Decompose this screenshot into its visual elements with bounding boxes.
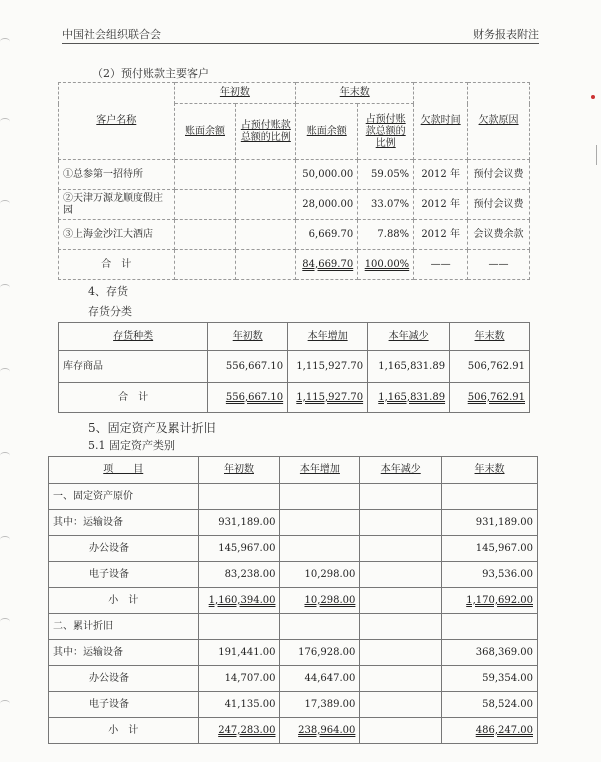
value-dec <box>360 666 442 692</box>
item-name: 一、固定资产原价 <box>49 484 199 510</box>
table-row <box>49 510 538 536</box>
section4-subtitle: 存货分类 <box>88 305 132 318</box>
value-dec <box>360 692 442 718</box>
value-end: 1,170,692.00 <box>442 588 538 614</box>
table-row <box>49 536 538 562</box>
value-end <box>442 614 538 640</box>
end-book: 6,669.70 <box>296 220 358 250</box>
overdue-reason: 会议费余款 <box>468 220 530 250</box>
inventory-table: 存货种类 年初数 本年增加 本年减少 年末数 库存商品 556,667.10 1,115,927.70 1,165,831.89 506,762.91 合 计 556,667.10 1,115,927.70 1,165,831.89 506,762.91 <box>58 322 530 413</box>
item-name: 办公设备 <box>49 666 199 692</box>
end-ratio: 7.88% <box>358 220 414 250</box>
value-end: 931,189.00 <box>442 510 538 536</box>
binding-hole <box>0 700 10 707</box>
value-inc <box>280 510 360 536</box>
prepaid-customers-table <box>58 82 530 280</box>
table-row <box>49 692 538 718</box>
subtotal-row <box>49 718 538 744</box>
value-begin: 1,160,394.00 <box>198 588 280 614</box>
value-dec <box>360 562 442 588</box>
fixed-assets-table: 项 目 年初数 本年增加 本年减少 年末数 一、固定资产原价 其中：运输设备 931,189.00 931,189.00 办公设备 145,967.00 145,967.00 电子设备 83,238.00 10,298.00 93,536.00 小 计 1,160,394.00 10,298.00 1,170,692.00 二、累计折旧 其中：运输设备 191,441.00 176,928.00 368,369.00 办公设备 14,707.00 44,647.00 59,354.00 电子设备 41,135.00 17,389.00 58,524.00 小 计 247,283.00 238,964.00 486,247.00 <box>48 456 538 744</box>
value-inc: 10,298.00 <box>280 562 360 588</box>
value-end <box>442 484 538 510</box>
binding-hole <box>0 452 10 459</box>
binding-hole <box>0 284 10 291</box>
value-dec <box>360 536 442 562</box>
begin-ratio-header: 占预付账款总额的比例 <box>236 104 296 160</box>
value-end: 93,536.00 <box>442 562 538 588</box>
item-name: 电子设备 <box>49 692 199 718</box>
table-row <box>59 220 530 250</box>
total-row: 合 计 556,667.10 1,115,927.70 1,165,831.89 506,762.91 <box>59 383 530 413</box>
overdue-time: 2012 年 <box>414 160 468 190</box>
value-dec <box>360 588 442 614</box>
item-name: 电子设备 <box>49 562 199 588</box>
value-end: 145,967.00 <box>442 536 538 562</box>
col-reason-header: 欠款原因 <box>468 83 530 160</box>
binding-hole <box>0 618 10 625</box>
section5-subtitle: 5.1 固定资产类别 <box>88 439 175 452</box>
edge-mark <box>596 145 597 165</box>
value-end: 486,247.00 <box>442 718 538 744</box>
customer-name: ②天津万源龙顺度假庄园 <box>59 190 175 220</box>
value-end: 368,369.00 <box>442 640 538 666</box>
section2-title: （2）预付账款主要客户 <box>92 67 209 80</box>
end-book: 28,000.00 <box>296 190 358 220</box>
end-ratio: 33.07% <box>358 190 414 220</box>
header-doc-type: 财务报表附注 <box>473 28 539 41</box>
value-inc: 10,298.00 <box>280 588 360 614</box>
item-name: 其中：运输设备 <box>49 510 199 536</box>
table-row <box>49 614 538 640</box>
overdue-reason: 预付会议费 <box>468 190 530 220</box>
end-ratio-header: 占预付账款总额的比例 <box>358 104 414 160</box>
value-inc: 44,647.00 <box>280 666 360 692</box>
col-customer-header: 客户名称 <box>59 83 175 160</box>
value-inc <box>280 536 360 562</box>
value-dec <box>360 718 442 744</box>
value-inc: 17,389.00 <box>280 692 360 718</box>
value-dec <box>360 510 442 536</box>
end-book: 50,000.00 <box>296 160 358 190</box>
table-row <box>49 484 538 510</box>
value-inc <box>280 484 360 510</box>
section4-title: 4、存货 <box>88 285 128 298</box>
value-end: 58,524.00 <box>442 692 538 718</box>
table-row: 库存商品 556,667.10 1,115,927.70 1,165,831.89 506,762.91 <box>59 351 530 383</box>
binding-hole <box>0 38 10 45</box>
binding-hole <box>0 536 10 543</box>
value-inc: 176,928.00 <box>280 640 360 666</box>
value-begin <box>198 614 280 640</box>
col-time-header: 欠款时间 <box>414 83 468 160</box>
total-end-ratio: 100.00% <box>358 250 414 280</box>
overdue-time: 2012 年 <box>414 190 468 220</box>
col-begin-header: 年初数 <box>174 83 296 104</box>
total-label: 合 计 <box>59 250 175 280</box>
header-rule <box>62 43 539 44</box>
value-begin: 145,967.00 <box>198 536 280 562</box>
customer-name: ③上海金沙江大酒店 <box>59 220 175 250</box>
end-ratio: 59.05% <box>358 160 414 190</box>
item-name: 小 计 <box>49 588 199 614</box>
overdue-time: 2012 年 <box>414 220 468 250</box>
header-org: 中国社会组织联合会 <box>62 28 161 41</box>
value-begin: 191,441.00 <box>198 640 280 666</box>
col-end-header: 年末数 <box>296 83 414 104</box>
value-begin: 14,707.00 <box>198 666 280 692</box>
red-mark <box>591 95 595 99</box>
begin-book-header: 账面余额 <box>174 104 236 160</box>
table-row <box>59 160 530 190</box>
value-begin: 41,135.00 <box>198 692 280 718</box>
section5-title: 5、固定资产及累计折旧 <box>88 421 216 435</box>
total-end-book: 84,669.70 <box>296 250 358 280</box>
binding-hole <box>0 118 10 125</box>
table-row <box>49 640 538 666</box>
table-row <box>49 666 538 692</box>
table-row <box>49 562 538 588</box>
table-row <box>59 190 530 220</box>
value-inc: 238,964.00 <box>280 718 360 744</box>
item-name: 二、累计折旧 <box>49 614 199 640</box>
value-begin: 931,189.00 <box>198 510 280 536</box>
subtotal-row <box>49 588 538 614</box>
customer-name: ①总参第一招待所 <box>59 160 175 190</box>
overdue-reason: 预付会议费 <box>468 160 530 190</box>
item-name: 办公设备 <box>49 536 199 562</box>
value-end: 59,354.00 <box>442 666 538 692</box>
value-begin: 83,238.00 <box>198 562 280 588</box>
value-dec <box>360 614 442 640</box>
value-dec <box>360 640 442 666</box>
item-name: 其中：运输设备 <box>49 640 199 666</box>
end-book-header: 账面余额 <box>296 104 358 160</box>
binding-hole <box>0 200 10 207</box>
item-name: 小 计 <box>49 718 199 744</box>
value-begin <box>198 484 280 510</box>
value-inc <box>280 614 360 640</box>
value-begin: 247,283.00 <box>198 718 280 744</box>
value-dec <box>360 484 442 510</box>
binding-hole <box>0 368 10 375</box>
total-row: 合 计 84,669.70 100.00% —— —— <box>59 250 530 280</box>
